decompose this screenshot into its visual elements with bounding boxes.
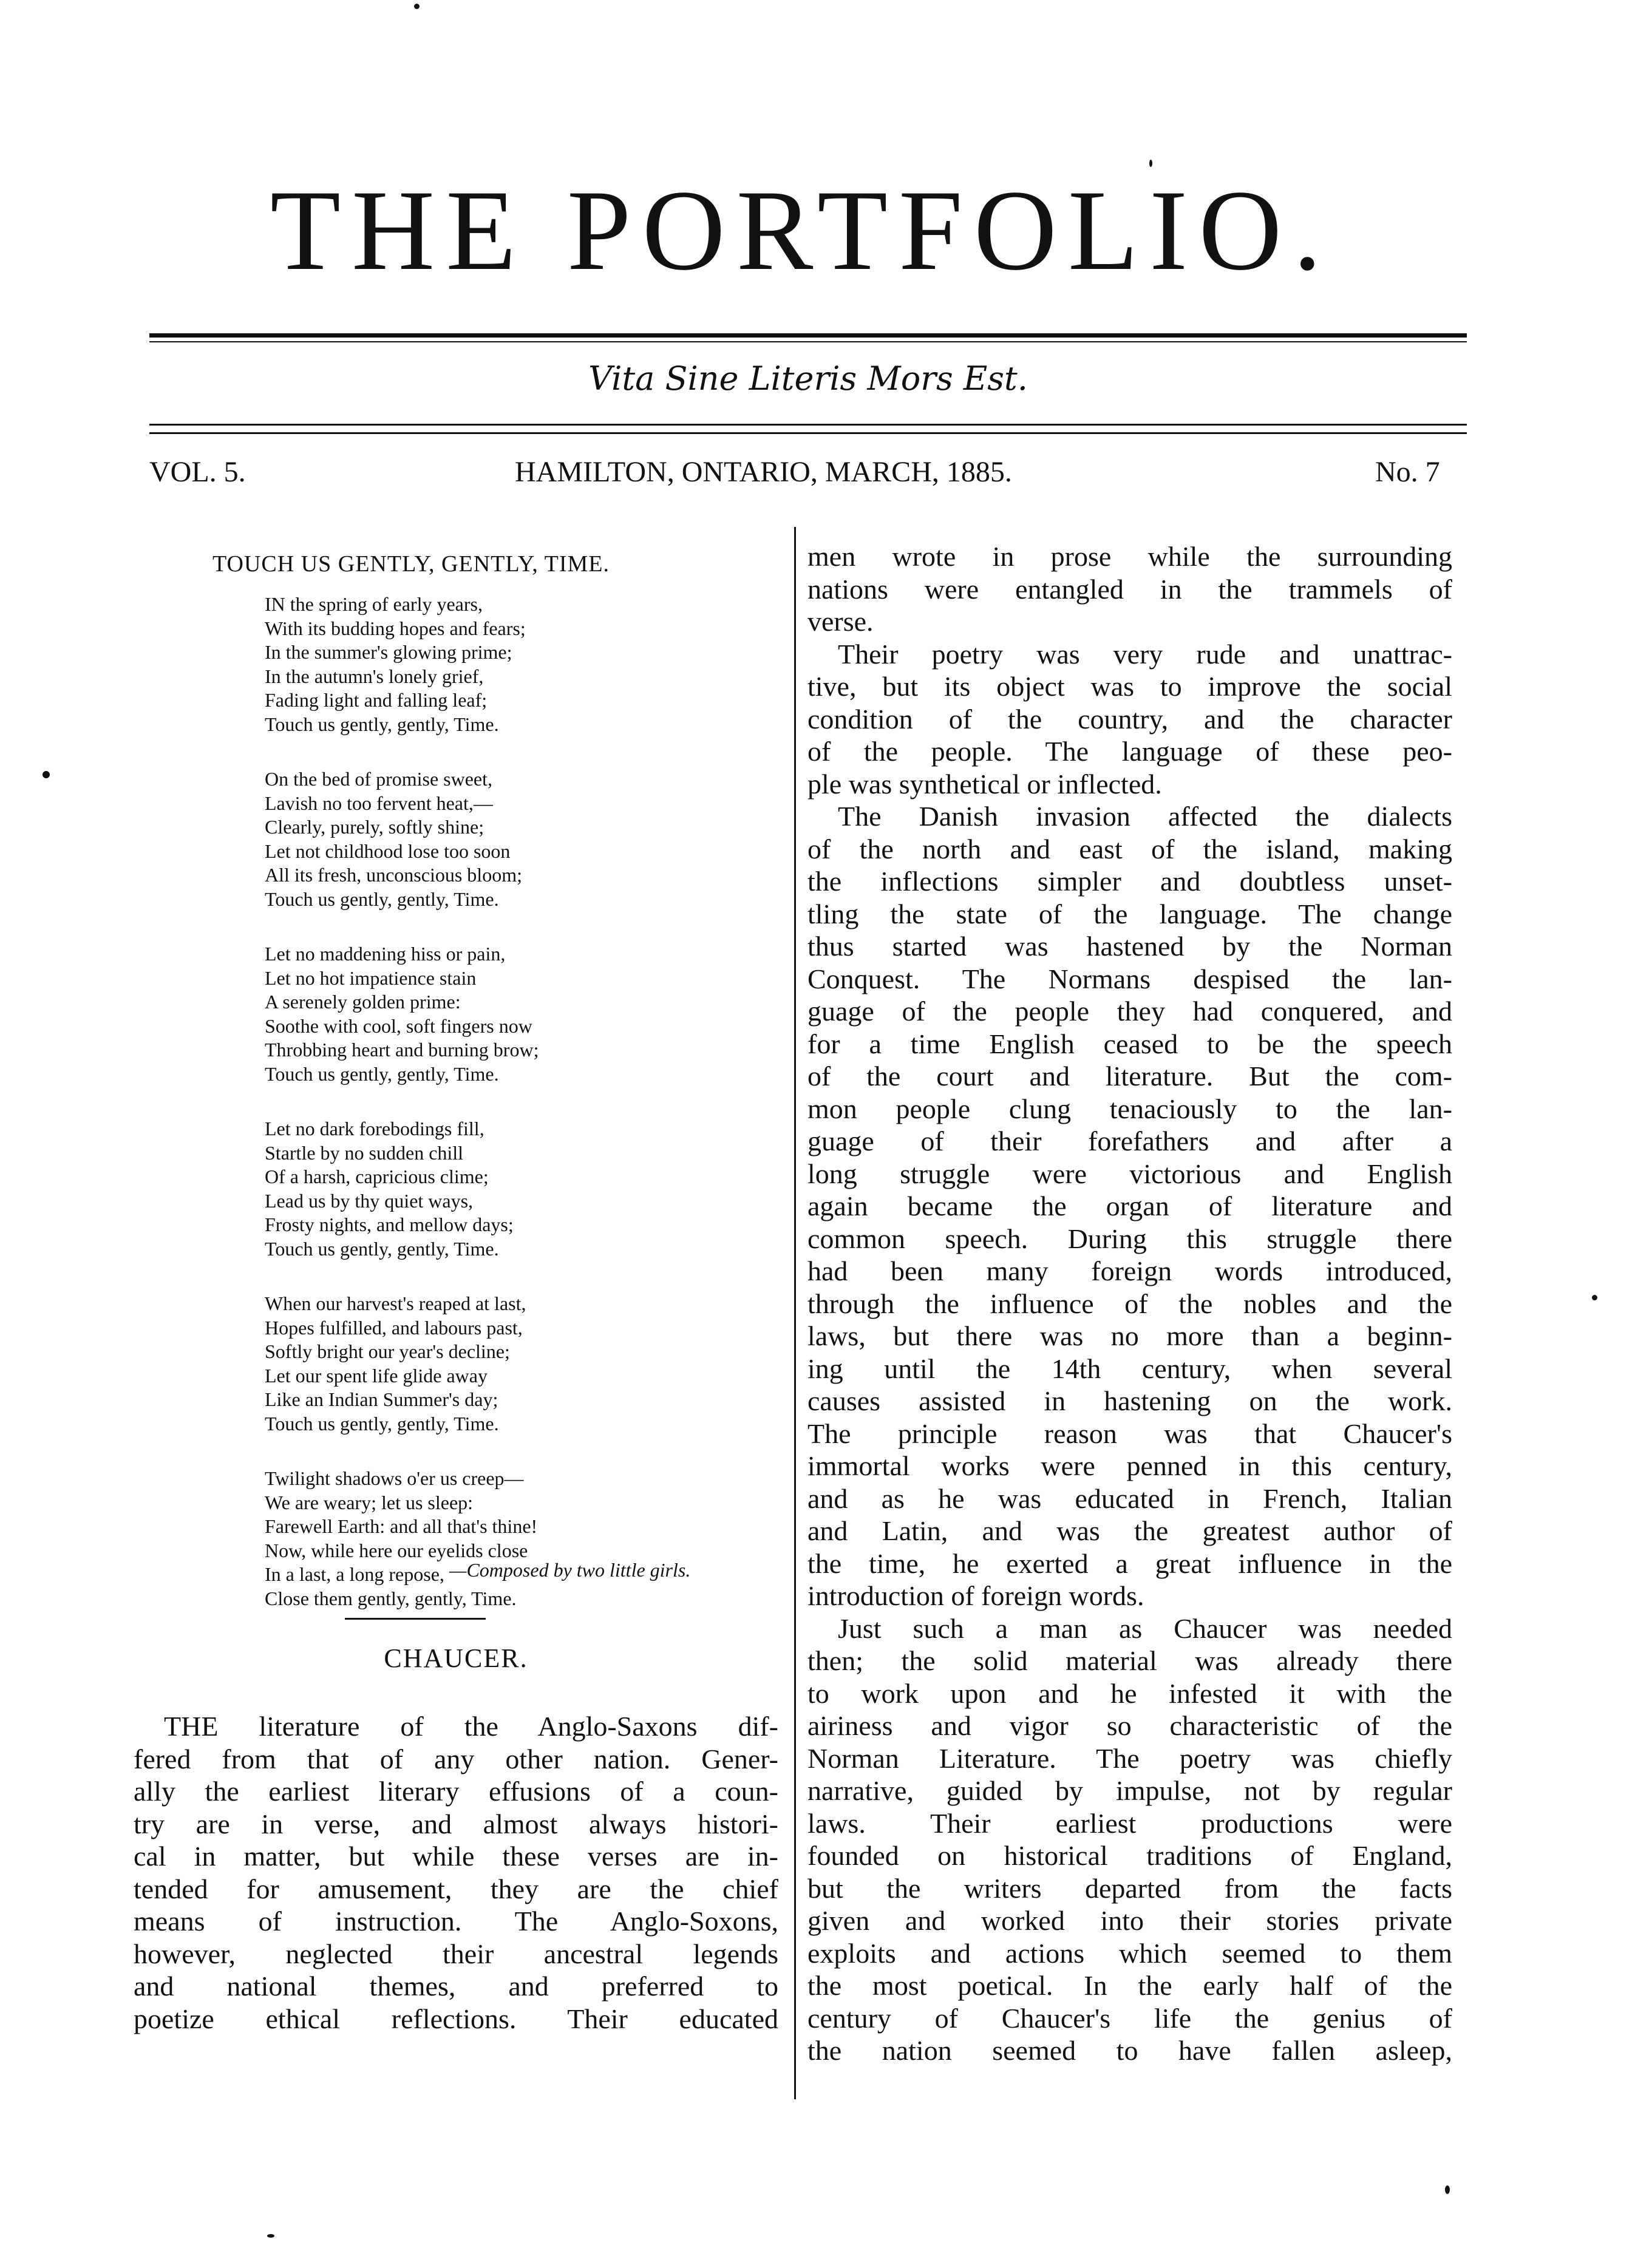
poem-stanza: [265, 1292, 750, 1436]
article-line: condition of the country, and the character: [807, 703, 1452, 735]
article-line: guage of their forefathers and after a: [807, 1126, 1452, 1156]
column-divider: [794, 527, 796, 2099]
article-line: verse.: [807, 606, 874, 637]
poem-line: Like an Indian Summer's day;: [265, 1388, 498, 1410]
article-line: means of instruction. The Anglo-Soxons,: [134, 1906, 778, 1937]
print-speck: [1445, 2185, 1450, 2194]
article-line: causes assisted in hastening on the work.: [807, 1385, 1452, 1416]
article-text-right: [807, 540, 1452, 2067]
poem-line: Let no maddening hiss or pain,: [265, 943, 506, 965]
issue-number: No. 7: [1375, 456, 1440, 488]
article-line: guage of the people they had conquered, and: [807, 996, 1452, 1027]
poem-line: Throbbing heart and burning brow;: [265, 1039, 539, 1061]
article-line: Norman Literature. The poetry was chiefly: [807, 1742, 1452, 1774]
article-line: the nation seemed to have fallen asleep,: [807, 2035, 1452, 2066]
article-line: for a time English ceased to be the speech: [807, 1028, 1452, 1059]
article-line: The Danish invasion affected the dialects: [838, 801, 1452, 832]
poem-line: A serenely golden prime:: [265, 991, 461, 1013]
article-line: century of Chaucer's life the genius of: [807, 2002, 1452, 2034]
article-line: had been many foreign words introduced,: [807, 1255, 1452, 1286]
poem-line: Now, while here our eyelids close: [265, 1539, 528, 1561]
article-line: given and worked into their stories private: [807, 1905, 1452, 1936]
poem-line: Lavish no too fervent heat,—: [265, 792, 493, 814]
article-title: CHAUCER.: [384, 1643, 528, 1673]
poem-stanza: [265, 1117, 750, 1261]
article-line: Just such a man as Chaucer was needed: [838, 1612, 1452, 1644]
poem-line: Touch us gently, gently, Time.: [265, 1412, 499, 1435]
poem-line: Let not childhood lose too soon: [265, 840, 511, 862]
header-rule-bottom: [149, 432, 1467, 434]
poem-line: Fading light and falling leaf;: [265, 689, 488, 711]
article-line: narrative, guided by impulse, not by regular: [807, 1775, 1452, 1806]
poem-line: Of a harsh, capricious clime;: [265, 1166, 489, 1187]
article-line: ple was synthetical or inflected.: [807, 768, 1162, 800]
article-line: cal in matter, but while these verses are in-: [134, 1841, 778, 1872]
poem-line: Let no hot impatience stain: [265, 966, 477, 989]
poem-attribution: —Composed by two little girls.: [449, 1559, 691, 1581]
article-line: to work upon and he infested it with the: [807, 1677, 1452, 1709]
article-line: ally the earliest literary effusions of a coun-: [134, 1776, 778, 1807]
article-line: of the people. The language of these peo-: [807, 736, 1452, 767]
article-line: the inflections simpler and doubtless unset-: [807, 866, 1452, 897]
print-speck: [267, 2234, 274, 2238]
poem-line: Clearly, purely, softly shine;: [265, 816, 484, 838]
masthead-rule-thick: [149, 333, 1467, 338]
article-line: men wrote in prose while the surrounding: [807, 541, 1452, 572]
poem-line: Frosty nights, and mellow days;: [265, 1214, 514, 1235]
print-speck: [1149, 160, 1152, 167]
article-line: tive, but its object was to improve the social: [807, 671, 1452, 702]
article-line: immortal works were penned in this century,: [807, 1450, 1452, 1481]
poem-line: We are weary; let us sleep:: [265, 1491, 474, 1513]
article-paragraph: [807, 540, 1452, 638]
article-line: Conquest. The Normans despised the lan-: [807, 963, 1452, 994]
article-line: The principle reason was that Chaucer's: [807, 1418, 1452, 1449]
poem-line: In a last, a long repose,: [265, 1563, 444, 1585]
article-line: founded on historical traditions of England,: [807, 1840, 1452, 1871]
masthead-rule-thin: [149, 341, 1467, 342]
article-line: the most poetical. In the early half of the: [807, 1970, 1452, 2001]
article-line: laws, but there was no more than a beginn-: [807, 1320, 1452, 1351]
poem-line: Soothe with cool, soft fingers now: [265, 1014, 532, 1037]
poem-line: Twilight shadows o'er us creep—: [265, 1467, 524, 1489]
article-line: try are in verse, and almost always histori-: [134, 1808, 778, 1839]
article-line: again became the organ of literature and: [807, 1190, 1452, 1221]
article-line: and Latin, and was the greatest author of: [807, 1515, 1452, 1546]
article-line: common speech. During this struggle there: [807, 1223, 1452, 1254]
article-line: then; the solid material was already there: [807, 1645, 1452, 1676]
poem-line: Startle by no sudden chill: [265, 1141, 464, 1164]
poem-line: Touch us gently, gently, Time.: [265, 713, 499, 735]
article-line: the time, he exerted a great influence in the: [807, 1547, 1452, 1579]
poem-line: Lead us by thy quiet ways,: [265, 1189, 474, 1212]
article-line: and national themes, and preferred to: [134, 1971, 778, 2002]
poem-body: [265, 593, 750, 1611]
article-line: mon people clung tenaciously to the lan-: [807, 1093, 1452, 1124]
article-line: introduction of foreign words.: [807, 1580, 1144, 1611]
section-separator: [345, 1618, 486, 1620]
left-column: [134, 534, 778, 2161]
article-line: THE literature of the Anglo-Saxons dif-: [164, 1711, 778, 1742]
print-speck: [1592, 1295, 1597, 1300]
poem-line: In the autumn's lonely grief,: [265, 665, 484, 687]
header-rule-top: [149, 424, 1467, 426]
article-paragraph: [807, 1612, 1452, 2067]
article-line: however, neglected their ancestral legends: [134, 1938, 778, 1969]
poem-line: Let our spent life glide away: [265, 1364, 488, 1387]
article-line: but the writers departed from the facts: [807, 1872, 1452, 1904]
article-paragraph: [807, 800, 1452, 1612]
print-speck: [414, 4, 420, 9]
poem-line: In the summer's glowing prime;: [265, 641, 512, 663]
poem-line: Close them gently, gently, Time.: [265, 1587, 517, 1609]
poem-line: Farewell Earth: and all that's thine!: [265, 1515, 538, 1537]
article-line: nations were entangled in the trammels of: [807, 573, 1452, 605]
article-line: of the court and literature. But the com-: [807, 1061, 1452, 1092]
masthead-title: THE PORTFOLIO.: [270, 167, 1333, 294]
article-text-left: [134, 1710, 778, 2035]
poem-line: Softly bright our year's decline;: [265, 1340, 510, 1362]
article-line: laws. Their earliest productions were: [807, 1807, 1452, 1839]
poem-line: When our harvest's reaped at last,: [265, 1292, 526, 1314]
poem-line: Touch us gently, gently, Time.: [265, 1237, 499, 1260]
poem-line: IN the spring of early years,: [265, 593, 483, 615]
poem-stanza: [265, 942, 750, 1086]
article-line: long struggle were victorious and English: [807, 1158, 1452, 1189]
article-line: thus started was hastened by the Norman: [807, 931, 1452, 962]
article-line: airiness and vigor so characteristic of the: [807, 1710, 1452, 1741]
dateline: HAMILTON, ONTARIO, MARCH, 1885.: [515, 456, 1012, 488]
article-line: poetize ethical reflections. Their educated: [134, 2003, 778, 2034]
article-line: of the north and east of the island, making: [807, 833, 1452, 864]
poem-line: Hopes fulfilled, and labours past,: [265, 1316, 523, 1339]
article-line: tling the state of the language. The change: [807, 898, 1452, 929]
poem-line: With its budding hopes and fears;: [265, 617, 526, 639]
article-line: fered from that of any other nation. Gener-: [134, 1743, 778, 1774]
print-speck: [42, 771, 50, 778]
poem-title: TOUCH US GENTLY, GENTLY, TIME.: [212, 551, 610, 577]
volume-number: VOL. 5.: [149, 456, 246, 488]
article-line: tended for amusement, they are the chief: [134, 1873, 778, 1904]
poem-line: On the bed of promise sweet,: [265, 768, 493, 790]
right-column: [807, 534, 1452, 2161]
poem-line: Let no dark forebodings fill,: [265, 1118, 484, 1139]
poem-line: All its fresh, unconscious bloom;: [265, 864, 522, 886]
poem-stanza: [265, 1467, 750, 1611]
article-line: exploits and actions which seemed to them: [807, 1937, 1452, 1969]
article-line: ing until the 14th century, when several: [807, 1353, 1452, 1384]
article-line: through the influence of the nobles and the: [807, 1288, 1452, 1319]
masthead-motto: Vita Sine Literis Mors Est.: [588, 359, 1028, 398]
poem-stanza: [265, 593, 750, 736]
article-line: Their poetry was very rude and unattrac-: [838, 638, 1452, 670]
poem-line: Touch us gently, gently, Time.: [265, 888, 499, 910]
poem-stanza: [265, 767, 750, 911]
poem-line: Touch us gently, gently, Time.: [265, 1062, 499, 1085]
article-paragraph: [807, 638, 1452, 801]
article-line: and as he was educated in French, Italian: [807, 1482, 1452, 1514]
